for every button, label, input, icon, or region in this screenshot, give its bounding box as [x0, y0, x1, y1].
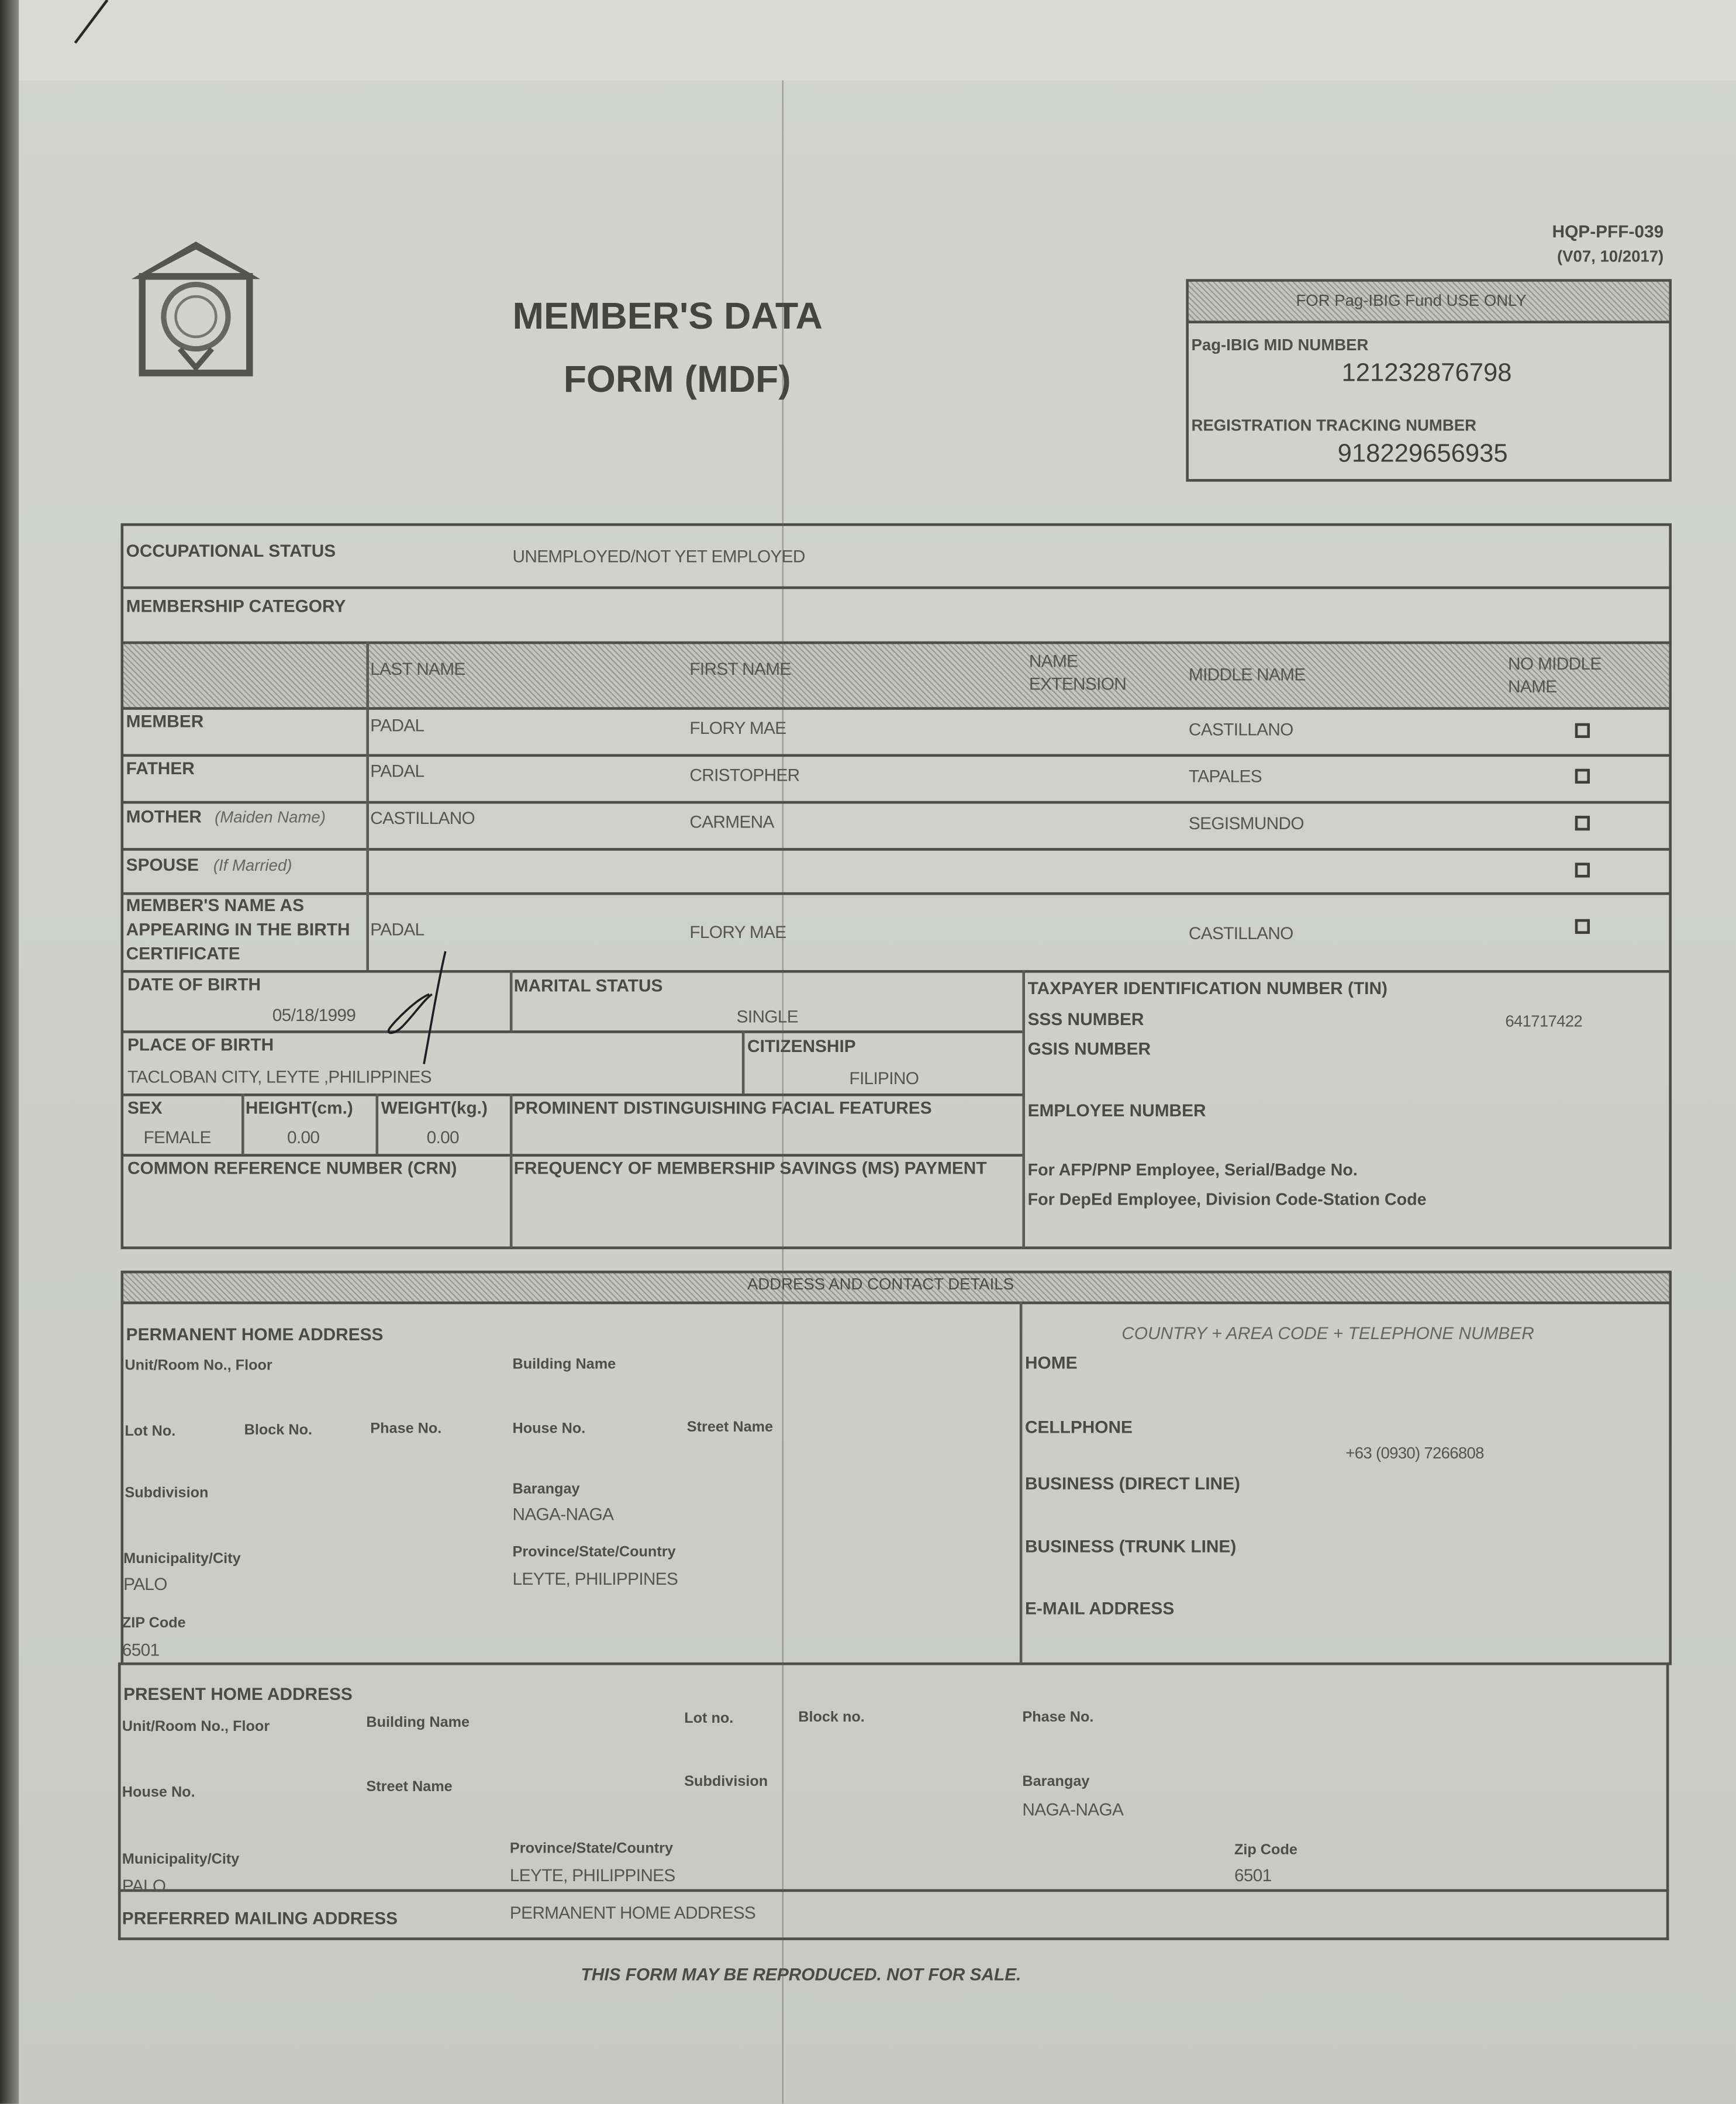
row-note: (If Married)	[213, 856, 292, 875]
last-name: CASTILLANO	[370, 808, 475, 828]
first-name: CRISTOPHER	[689, 764, 800, 785]
permanent-address-title: PERMANENT HOME ADDRESS	[126, 1324, 384, 1345]
tin-label: TAXPAYER IDENTIFICATION NUMBER (TIN)	[1027, 978, 1388, 999]
paper-fold-line	[782, 81, 784, 2104]
first-name: FLORY MAE	[689, 718, 786, 738]
place-of-birth-label: PLACE OF BIRTH	[127, 1034, 274, 1055]
perm-phase-label: Phase No.	[370, 1420, 442, 1437]
header-first-name: FIRST NAME	[689, 658, 791, 680]
phone-format-hint: COUNTRY + AREA CODE + TELEPHONE NUMBER	[1121, 1323, 1534, 1343]
business-trunk-label: BUSINESS (TRUNK LINE)	[1024, 1536, 1237, 1557]
dob-label: DATE OF BIRTH	[127, 974, 261, 995]
citizenship-value: FILIPINO	[849, 1068, 919, 1088]
last-name: PADAL	[370, 715, 424, 736]
perm-subdivision-label: Subdivision	[125, 1485, 209, 1502]
perm-municipality-label: Municipality/City	[123, 1551, 241, 1567]
row-label: SPOUSE	[126, 854, 199, 875]
place-of-birth-value: TACLOBAN CITY, LEYTE ,PHILIPPINES	[127, 1067, 432, 1087]
pres-province-label: Province/State/Country	[509, 1841, 674, 1857]
pres-building-label: Building Name	[366, 1715, 470, 1731]
pres-municipality-value: PALO	[122, 1875, 166, 1896]
header-middle-name: MIDDLE NAME	[1188, 664, 1306, 685]
perm-barangay-label: Barangay	[512, 1481, 580, 1498]
fund-box-header: FOR Pag-IBIG Fund USE ONLY	[1296, 291, 1527, 311]
sss-value: 641717422	[1505, 1012, 1583, 1031]
perm-zip-value: 6501	[122, 1639, 160, 1660]
middle-name: CASTILLANO	[1188, 923, 1293, 944]
dob-value: 05/18/1999	[272, 1005, 356, 1025]
row-label: MOTHER	[126, 806, 202, 827]
pen-stroke-mark	[67, 0, 121, 49]
page-background-top	[19, 0, 1736, 81]
middle-name: CASTILLANO	[1188, 719, 1293, 740]
crn-label: COMMON REFERENCE NUMBER (CRN)	[127, 1158, 457, 1178]
pres-municipality-label: Municipality/City	[122, 1851, 240, 1868]
email-label: E-MAIL ADDRESS	[1024, 1598, 1175, 1619]
pres-house-label: House No.	[122, 1784, 195, 1801]
form-code: HQP-PFF-039	[1552, 221, 1664, 242]
row-note: (Maiden Name)	[215, 808, 326, 827]
perm-barangay-value: NAGA-NAGA	[512, 1504, 614, 1524]
last-name: PADAL	[370, 919, 424, 940]
middle-name: TAPALES	[1188, 766, 1262, 787]
citizenship-label: CITIZENSHIP	[747, 1036, 856, 1056]
membership-category-label: MEMBERSHIP CATEGORY	[126, 595, 346, 616]
pres-zip-label: Zip Code	[1234, 1842, 1297, 1858]
no-middle-name-checkbox[interactable]	[1575, 863, 1590, 877]
pres-barangay-label: Barangay	[1022, 1774, 1090, 1790]
rtn-value: 918229656935	[1337, 440, 1508, 468]
first-name: FLORY MAE	[689, 922, 786, 942]
ms-payment-frequency-label: FREQUENCY OF MEMBERSHIP SAVINGS (MS) PAYMENT	[513, 1158, 987, 1178]
pres-unit-label: Unit/Room No., Floor	[122, 1719, 270, 1735]
form-title-line2: FORM (MDF)	[563, 358, 791, 400]
pag-ibig-logo-icon	[129, 239, 263, 378]
rtn-label: REGISTRATION TRACKING NUMBER	[1191, 416, 1476, 435]
occupational-status-value: UNEMPLOYED/NOT YET EMPLOYED	[512, 546, 805, 567]
no-middle-name-checkbox[interactable]	[1575, 919, 1590, 934]
pres-zip-value: 6501	[1234, 1865, 1272, 1885]
afp-pnp-label: For AFP/PNP Employee, Serial/Badge No.	[1027, 1160, 1358, 1179]
first-name: CARMENA	[689, 812, 774, 832]
perm-unit-label: Unit/Room No., Floor	[125, 1358, 272, 1374]
names-header-bg	[123, 641, 1669, 707]
perm-block-label: Block No.	[244, 1422, 313, 1439]
weight-label: WEIGHT(kg.)	[381, 1097, 488, 1118]
pres-province-value: LEYTE, PHILIPPINES	[509, 1865, 675, 1885]
pres-subdivision-label: Subdivision	[684, 1774, 768, 1790]
mid-label: Pag-IBIG MID NUMBER	[1191, 335, 1369, 354]
pres-phase-label: Phase No.	[1022, 1709, 1094, 1726]
perm-street-label: Street Name	[686, 1419, 774, 1436]
form-title-line1: MEMBER'S DATA	[512, 295, 823, 337]
marital-status-label: MARITAL STATUS	[513, 975, 663, 996]
perm-lot-label: Lot No.	[125, 1423, 176, 1440]
home-phone-label: HOME	[1024, 1352, 1078, 1373]
preferred-mailing-value: PERMANENT HOME ADDRESS	[509, 1902, 756, 1923]
present-address-table	[118, 1662, 1669, 1940]
pres-lot-label: Lot no.	[684, 1710, 734, 1727]
deped-label: For DepEd Employee, Division Code-Station Code	[1027, 1190, 1427, 1209]
perm-building-label: Building Name	[512, 1356, 616, 1373]
marital-status-value: SINGLE	[736, 1006, 798, 1027]
sss-label: SSS NUMBER	[1027, 1009, 1144, 1029]
handwritten-signature-mark	[378, 946, 459, 1067]
cellphone-value: +63 (0930) 7266808	[1345, 1443, 1484, 1463]
no-middle-name-checkbox[interactable]	[1575, 723, 1590, 738]
occupational-status-label: OCCUPATIONAL STATUS	[126, 540, 336, 561]
gsis-label: GSIS NUMBER	[1027, 1038, 1151, 1059]
facial-features-label: PROMINENT DISTINGUISHING FACIAL FEATURES	[513, 1097, 932, 1118]
pres-street-label: Street Name	[366, 1779, 453, 1796]
row-label: MEMBER'S NAME AS APPEARING IN THE BIRTH CERTIFICATE	[126, 895, 350, 964]
preferred-mailing-label: PREFERRED MAILING ADDRESS	[122, 1908, 398, 1929]
perm-municipality-value: PALO	[123, 1574, 167, 1594]
header-last-name: LAST NAME	[370, 658, 465, 680]
header-no-middle-name: NO MIDDLE NAME	[1508, 653, 1602, 696]
pres-barangay-value: NAGA-NAGA	[1022, 1799, 1124, 1820]
mid-value: 121232876798	[1341, 359, 1512, 388]
member-info-table	[121, 523, 1672, 1249]
business-direct-label: BUSINESS (DIRECT LINE)	[1024, 1473, 1240, 1494]
perm-house-label: House No.	[512, 1420, 586, 1437]
perm-province-value: LEYTE, PHILIPPINES	[512, 1568, 678, 1589]
address-section-header: ADDRESS AND CONTACT DETAILS	[747, 1274, 1014, 1294]
employee-number-label: EMPLOYEE NUMBER	[1027, 1100, 1206, 1120]
no-middle-name-checkbox[interactable]	[1575, 769, 1590, 784]
footer-note: THIS FORM MAY BE REPRODUCED. NOT FOR SALE.	[581, 1964, 1021, 1985]
form-version: (V07, 10/2017)	[1557, 247, 1664, 266]
row-label: MEMBER	[126, 711, 204, 732]
middle-name: SEGISMUNDO	[1188, 813, 1304, 833]
perm-zip-label: ZIP Code	[122, 1615, 186, 1632]
present-address-title: PRESENT HOME ADDRESS	[123, 1684, 353, 1705]
height-label: HEIGHT(cm.)	[245, 1097, 353, 1118]
page-edge-shadow	[0, 0, 19, 2104]
no-middle-name-checkbox[interactable]	[1575, 816, 1590, 830]
perm-province-label: Province/State/Country	[512, 1544, 676, 1561]
weight-value: 0.00	[426, 1127, 459, 1147]
height-value: 0.00	[287, 1127, 320, 1147]
row-label: FATHER	[126, 758, 195, 778]
sex-label: SEX	[127, 1097, 163, 1118]
cellphone-label: CELLPHONE	[1024, 1416, 1133, 1437]
sex-value: FEMALE	[143, 1127, 211, 1147]
header-name-extension: NAME EXTENSION	[1029, 650, 1127, 694]
pres-block-label: Block no.	[798, 1709, 865, 1726]
last-name: PADAL	[370, 760, 424, 781]
